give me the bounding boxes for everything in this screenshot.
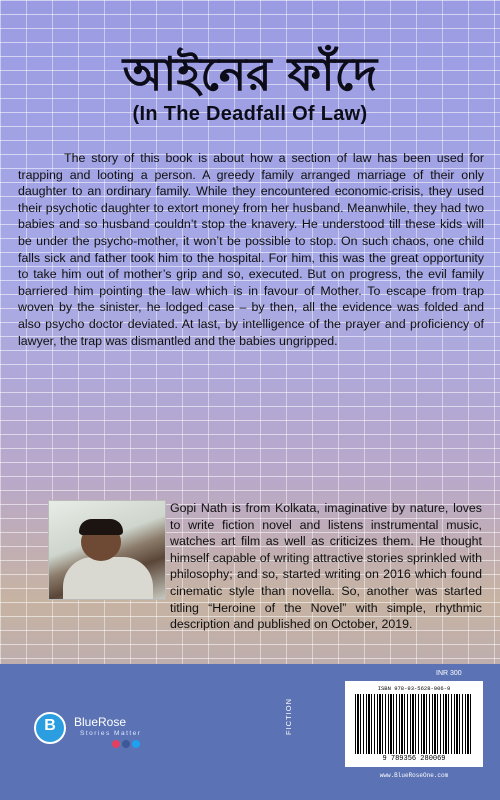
genre-label: FICTION [284,698,293,735]
title-english: (In The Deadfall Of Law) [132,103,368,125]
author-photo-shirt [63,557,153,600]
twitter-icon [132,740,140,748]
publisher-tagline: Stories Matter [80,730,142,737]
author-bio: Gopi Nath is from Kolkata, imaginative by nature, loves to write fiction novel and listens instrumental music, watches art film as well as criticizes them. He thought himself capable of writing attractive stories sprinkled with philosophy; and so, started writing on 2016 which found cinematic style than novella. So, another was started titling “Heroine of the Novel” with simple, rhythmic description and published on October, 2019. [170,501,482,632]
publisher-website: www.BlueRoseOne.com [379,772,449,779]
author-photo-hair [79,519,123,535]
price-label: INR 300 [436,670,462,677]
bluerose-logo-icon [34,712,66,744]
facebook-icon [122,740,130,748]
isbn-text: ISBN 978-93-5628-006-9 [377,685,451,692]
logo-letter: B [44,717,56,734]
barcode-number: 9 789356 280069 [345,755,483,763]
barcode [345,681,483,767]
author-photo [48,500,166,600]
barcode-bars [355,694,473,754]
book-blurb: The story of this book is about how a section of law has been used for trapping and looting a person. A greedy family arranged marriage of their only daughter to an ordinary family. While they encountered economic-crisis, they used their psychotic daughter to extort money from her husband. Meanwhile, they had two babies and so husband couldn’t stop the knavery. He understood till these kids will be under the psycho-mother, it won’t be possible to stop. On such chaos, one child falls sick and father took him to the hospital. For him, this was the great opportunity to take him out of mother’s grip and so, executed. But on progress, the evil family barriered him pointing the law which is in favour of Mother. To escape from trap woven by the sinister, he lodged case – by then, all the evidence was folded and also psycho doctor deviated. At last, by intelligence of the prayer and proficiency of lawyer, the trap was dismantled and the babies ungripped. [18,151,484,348]
instagram-icon [112,740,120,748]
publisher-name: BlueRose [74,715,127,729]
title-bengali: আইনের ফাঁদে [122,47,378,101]
social-icons [112,740,140,748]
